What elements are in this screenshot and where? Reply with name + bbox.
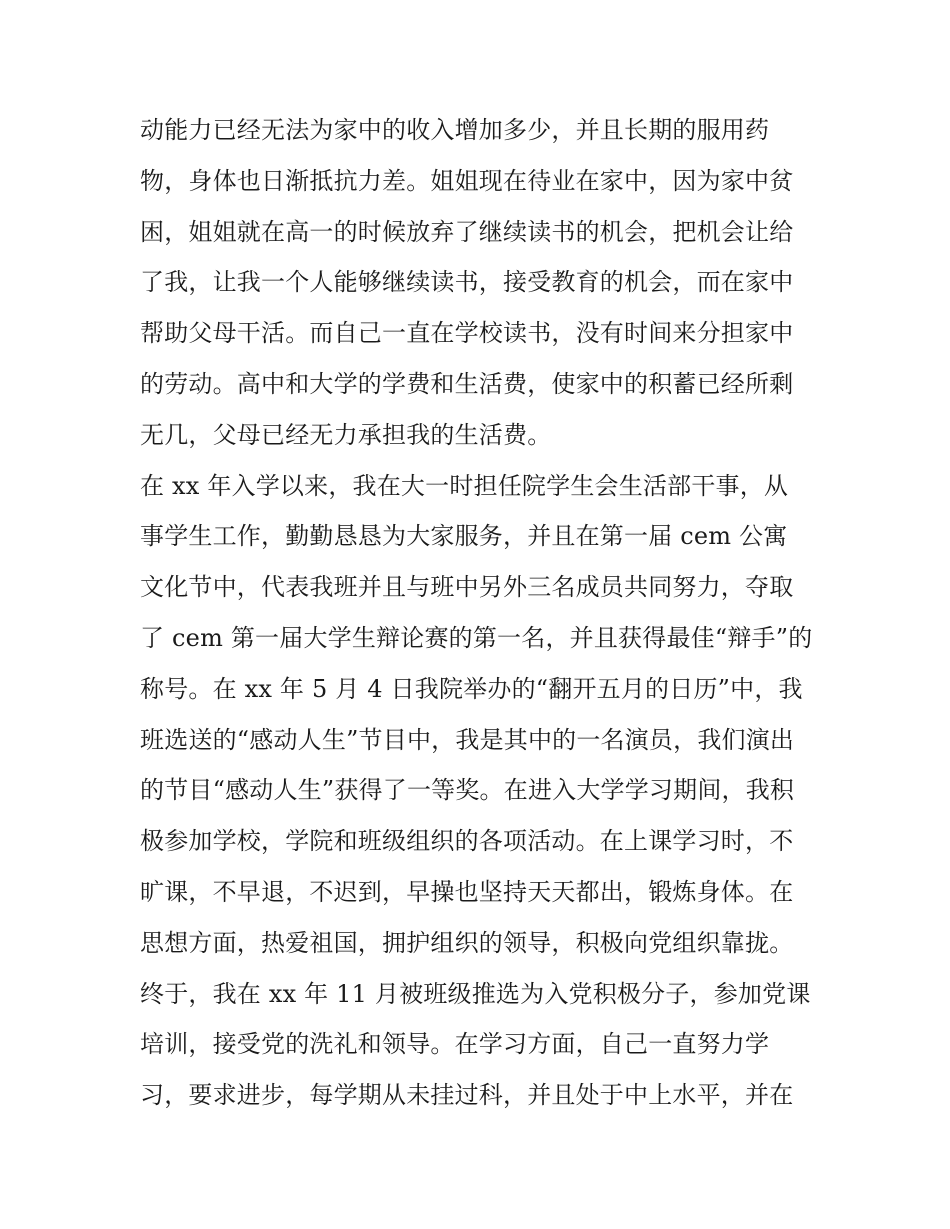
text-line: 了我，让我一个人能够继续读书，接受教育的机会，而在家中 [140,268,794,297]
text-line: 终于，我在 xx 年 11 月被班级推选为入党积极分子，参加党课 [140,979,811,1008]
text-line: 的劳动。高中和大学的学费和生活费，使家中的积蓄已经所剩 [140,369,794,398]
text-line: 思想方面，热爱祖国，拥护组织的领导，积极向党组织靠拢。 [140,928,794,957]
text-line: 事学生工作，勤勤恳恳为大家服务，并且在第一届 cem 公寓 [140,522,788,551]
text-line: 物，身体也日渐抵抗力差。姐姐现在待业在家中，因为家中贫 [140,166,794,195]
body-text [140,105,820,1121]
text-line: 了 cem 第一届大学生辩论赛的第一名，并且获得最佳“辩手”的 [140,623,813,652]
text-line: 旷课，不早退，不迟到，早操也坚持天天都出，锻炼身体。在 [140,877,794,906]
text-line: 班选送的“感动人生”节目中，我是其中的一名演员，我们演出 [140,725,795,754]
text-line: 无几，父母已经无力承担我的生活费。 [140,420,552,449]
text-line: 极参加学校，学院和班级组织的各项活动。在上课学习时，不 [140,827,794,856]
text-line: 动能力已经无法为家中的收入增加多少，并且长期的服用药 [140,116,770,144]
text-line: 习，要求进步，每学期从未挂过科，并且处于中上水平，并在 [140,1081,794,1110]
text-line: 困，姐姐就在高一的时候放弃了继续读书的机会，把机会让给 [140,217,794,246]
text-line: 在 xx 年入学以来，我在大一时担任院学生会生活部干事，从 [140,471,789,500]
text-line: 培训，接受党的洗礼和领导。在学习方面，自己一直努力学 [140,1030,770,1059]
text-line: 称号。在 xx 年 5 月 4 日我院举办的“翻开五月的日历”中，我 [140,674,803,703]
text-line: 帮助父母干活。而自己一直在学校读书，没有时间来分担家中 [140,319,794,348]
text-line: 的节目“感动人生”获得了一等奖。在进入大学学习期间，我积 [140,776,795,805]
text-line: 文化节中，代表我班并且与班中另外三名成员共同努力，夺取 [140,573,794,602]
